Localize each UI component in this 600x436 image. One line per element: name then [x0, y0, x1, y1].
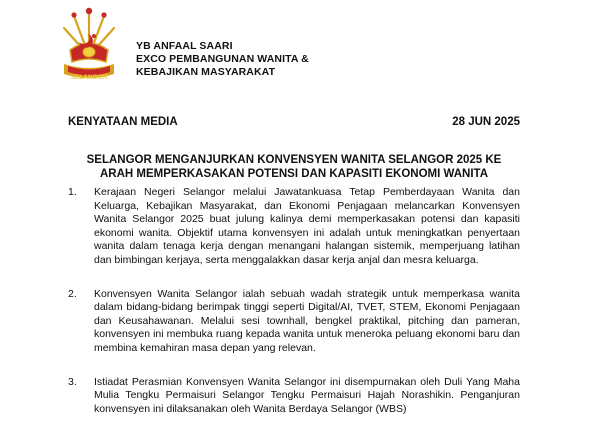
paragraph-number: 3.: [68, 375, 77, 388]
document-type: KENYATAAN MEDIA: [68, 116, 178, 128]
paragraph-number: 2.: [68, 287, 77, 300]
paragraph-text: Konvensyen Wanita Selangor ialah sebuah wadah strategik untuk memperkasa wanita dalam bidang-bidang berimpak tinggi seperti Digital/AI, TVET, STEM, Ekonomi Penjagaan dan Keusahawanan. Melalui sesi townhall, bengkel praktikal, pitching dan pameran, konvensyen ini membuka ruang kepada wanita untuk meneroka peluang ekonomi baru dan membina kemahiran masa depan yang relevan.: [94, 287, 520, 354]
document-meta: [68, 116, 520, 128]
paragraph-2: [68, 288, 520, 356]
letterhead: [0, 0, 600, 100]
office-line-2: EXCO PEMBANGUNAN WANITA &: [136, 53, 309, 65]
headline-line-2: ARAH MEMPERKASAKAN POTENSI DAN KAPASITI EKONOMI WANITA: [99, 168, 489, 180]
headline-line-1: SELANGOR MENGANJURKAN KONVENSYEN WANITA SELANGOR 2025 KE: [86, 154, 502, 166]
crest-label: [58, 70, 120, 82]
office-line-3: KEBAJIKAN MASYARAKAT: [136, 66, 276, 78]
office-line-1: YB ANFAAL SAARI: [136, 40, 233, 52]
svg-text:SELANGOR: SELANGOR: [70, 74, 108, 81]
press-body: [68, 186, 520, 436]
paragraph-text: Kerajaan Negeri Selangor melalui Jawatankuasa Tetap Pemberdayaan Wanita dan Keluarga, Kebajikan Masyarakat, dan Ekonomi Penjagaan melancarkan Konvensyen Wanita Selangor 2025 buat julung kalinya demi memperkasakan potensi dan kapasiti ekonomi wanita. Objektif utama konvensyen ini adalah untuk meningkatkan penyertaan wanita dalam tenaga kerja dengan menangani halangan sistemik, memperjuang latihan dan bimbingan kerjaya, serta menggalakkan dasar kerja anjal dan mesra keluarga.: [94, 186, 520, 266]
press-headline: [68, 153, 520, 181]
document-date: 28 JUN 2025: [452, 116, 520, 128]
paragraph-3: [68, 376, 520, 417]
paragraph-text: Istiadat Perasmian Konvensyen Wanita Selangor ini disempurnakan oleh Duli Yang Maha Mulia Tengku Permaisuri Selangor Tengku Permaisuri Hajah Norashikin. Penganjuran konvensyen ini dilaksanakan oleh Wanita Berdaya Selangor (WBS): [94, 375, 520, 415]
office-title: [136, 40, 309, 79]
paragraph-number: 1.: [68, 186, 77, 198]
paragraph-1: [68, 186, 520, 268]
